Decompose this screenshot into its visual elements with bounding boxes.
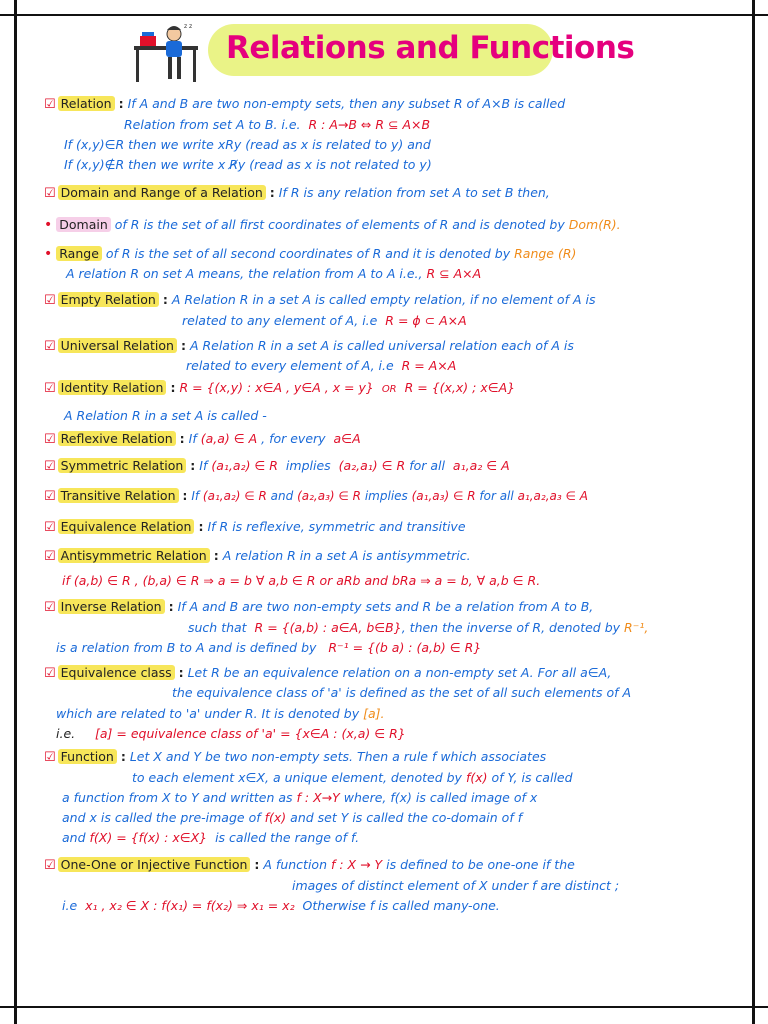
line-relation-def: Relation from set A to B. i.e. R : A→B ⇔ R ⊆ A×B	[124, 117, 431, 132]
check-icon: ☑	[44, 858, 56, 873]
page-border-right	[752, 0, 755, 1024]
heading-identity-relation: Identity Relation	[58, 380, 167, 395]
check-icon: ☑	[44, 489, 56, 504]
check-icon: ☑	[44, 186, 56, 201]
line-empty-relation: ☑ Empty Relation : A Relation R in a set A is called empty relation, if no element of A is	[44, 292, 596, 308]
student-at-desk-icon	[132, 22, 200, 84]
check-icon: ☑	[44, 432, 56, 447]
page-border-bottom	[0, 1006, 768, 1008]
line-one-one-images: images of distinct element of X under f are distinct ;	[292, 878, 620, 893]
heading-equivalence-class: Equivalence class	[58, 665, 175, 680]
line-relation: ☑ Relation : If A and B are two non-empty sets, then any subset R of A×B is called	[44, 96, 566, 112]
line-function: ☑ Function : Let X and Y be two non-empty sets. Then a rule f which associates	[44, 749, 547, 765]
line-function-element: to each element x∈X, a unique element, denoted by f(x) of Y, is called	[132, 770, 573, 785]
bullet-icon: •	[44, 246, 53, 262]
check-icon: ☑	[44, 339, 56, 354]
heading-domain-range: Domain and Range of a Relation	[58, 185, 266, 200]
heading-equivalence-relation: Equivalence Relation	[58, 519, 195, 534]
heading-inverse-relation: Inverse Relation	[58, 599, 165, 614]
check-icon: ☑	[44, 750, 56, 765]
line-universal-relation-def: related to every element of A, i.e R = A×A	[186, 358, 457, 373]
line-identity-relation: ☑ Identity Relation : R = {(x,y) : x∈A , y∈A , x = y} OR R = {(x,x) ; x∈A}	[44, 380, 516, 396]
line-equivalence-class-def: the equivalence class of 'a' is defined as the set of all such elements of A	[172, 685, 632, 700]
check-icon: ☑	[44, 600, 56, 615]
page-border-left	[14, 0, 17, 1024]
line-reflexive-relation: ☑ Reflexive Relation : If (a,a) ∈ A , for every a∈A	[44, 431, 361, 447]
heading-empty-relation: Empty Relation	[58, 292, 159, 307]
line-relation-on-set: A relation R on set A means, the relation from A to A i.e., R ⊆ A×A	[66, 266, 482, 281]
page-title: Relations and Functions	[226, 30, 635, 66]
line-one-one-function: ☑ One-One or Injective Function : A function f : X → Y is defined to be one-one if the	[44, 857, 575, 873]
line-transitive-relation: ☑ Transitive Relation : If (a₁,a₂) ∈ R and (a₂,a₃) ∈ R implies (a₁,a₃) ∈ R for all a₁,a₂,a₃ ∈ A	[44, 488, 588, 504]
line-equivalence-relation: ☑ Equivalence Relation : If R is reflexive, symmetric and transitive	[44, 519, 466, 535]
line-inverse-relation: ☑ Inverse Relation : If A and B are two non-empty sets and R be a relation from A to B,	[44, 599, 594, 615]
line-universal-relation: ☑ Universal Relation : A Relation R in a set A is called universal relation each of A is	[44, 338, 574, 354]
heading-relation: Relation	[58, 96, 115, 111]
check-icon: ☑	[44, 459, 56, 474]
line-inverse-such-that: such that R = {(a,b) : a∈A, b∈B}, then the inverse of R, denoted by R⁻¹,	[188, 620, 649, 635]
page-border-top	[0, 14, 768, 16]
heading-transitive-relation: Transitive Relation	[58, 488, 179, 503]
line-function-written: a function from X to Y and written as f : X→Y where, f(x) is called image of x	[62, 790, 538, 805]
check-icon: ☑	[44, 293, 56, 308]
line-inverse-defined: is a relation from B to A and is defined by R⁻¹ = {(b a) : (a,b) ∈ R}	[56, 640, 482, 655]
line-domain-range: ☑ Domain and Range of a Relation : If R is any relation from set A to set B then,	[44, 185, 550, 201]
heading-domain: Domain	[56, 217, 111, 232]
check-icon: ☑	[44, 520, 56, 535]
check-icon: ☑	[44, 666, 56, 681]
line-equivalence-class-formula: i.e. [a] = equivalence class of 'a' = {x∈A : (x,a) ∈ R}	[56, 726, 406, 741]
svg-text:z z: z z	[184, 23, 193, 30]
line-relation-xry: If (x,y)∈R then we write xRy (read as x is related to y) and	[64, 137, 431, 152]
line-one-one-def: i.e x₁ , x₂ ∈ X : f(x₁) = f(x₂) ⇒ x₁ = x₂ Otherwise f is called many-one.	[62, 898, 500, 913]
heading-function: Function	[58, 749, 117, 764]
check-icon: ☑	[44, 549, 56, 564]
line-relation-not-xry: If (x,y)∉R then we write x R̸y (read as x is not related to y)	[64, 157, 432, 172]
line-range: • Range of R is the set of all second coordinates of R and it is denoted by Range (R)	[44, 246, 577, 262]
line-symmetric-relation: ☑ Symmetric Relation : If (a₁,a₂) ∈ R implies (a₂,a₁) ∈ R for all a₁,a₂ ∈ A	[44, 458, 510, 474]
bullet-icon: •	[44, 217, 53, 233]
heading-one-one-function: One-One or Injective Function	[58, 857, 251, 872]
line-relation-called: A Relation R in a set A is called -	[64, 408, 267, 423]
line-antisymmetric-def: if (a,b) ∈ R , (b,a) ∈ R ⇒ a = b ∀ a,b ∈ R or aRb and bRa ⇒ a = b, ∀ a,b ∈ R.	[62, 573, 541, 588]
line-antisymmetric-relation: ☑ Antisymmetric Relation : A relation R in a set A is antisymmetric.	[44, 548, 471, 564]
line-function-preimage: and x is called the pre-image of f(x) and set Y is called the co-domain of f	[62, 810, 523, 825]
line-equivalence-class-denoted: which are related to 'a' under R. It is denoted by [a].	[56, 706, 385, 721]
line-function-range: and f(X) = {f(x) : x∈X} is called the range of f.	[62, 830, 360, 845]
heading-symmetric-relation: Symmetric Relation	[58, 458, 187, 473]
line-domain: • Domain of R is the set of all first coordinates of elements of R and is denoted by Dom(R).	[44, 217, 621, 233]
heading-universal-relation: Universal Relation	[58, 338, 177, 353]
heading-antisymmetric-relation: Antisymmetric Relation	[58, 548, 210, 563]
heading-reflexive-relation: Reflexive Relation	[58, 431, 176, 446]
line-equivalence-class: ☑ Equivalence class : Let R be an equivalence relation on a non-empty set A. For all a∈A,	[44, 665, 612, 681]
line-empty-relation-def: related to any element of A, i.e R = ϕ ⊂ A×A	[182, 313, 467, 328]
heading-range: Range	[56, 246, 102, 261]
check-icon: ☑	[44, 381, 56, 396]
check-icon: ☑	[44, 97, 56, 112]
